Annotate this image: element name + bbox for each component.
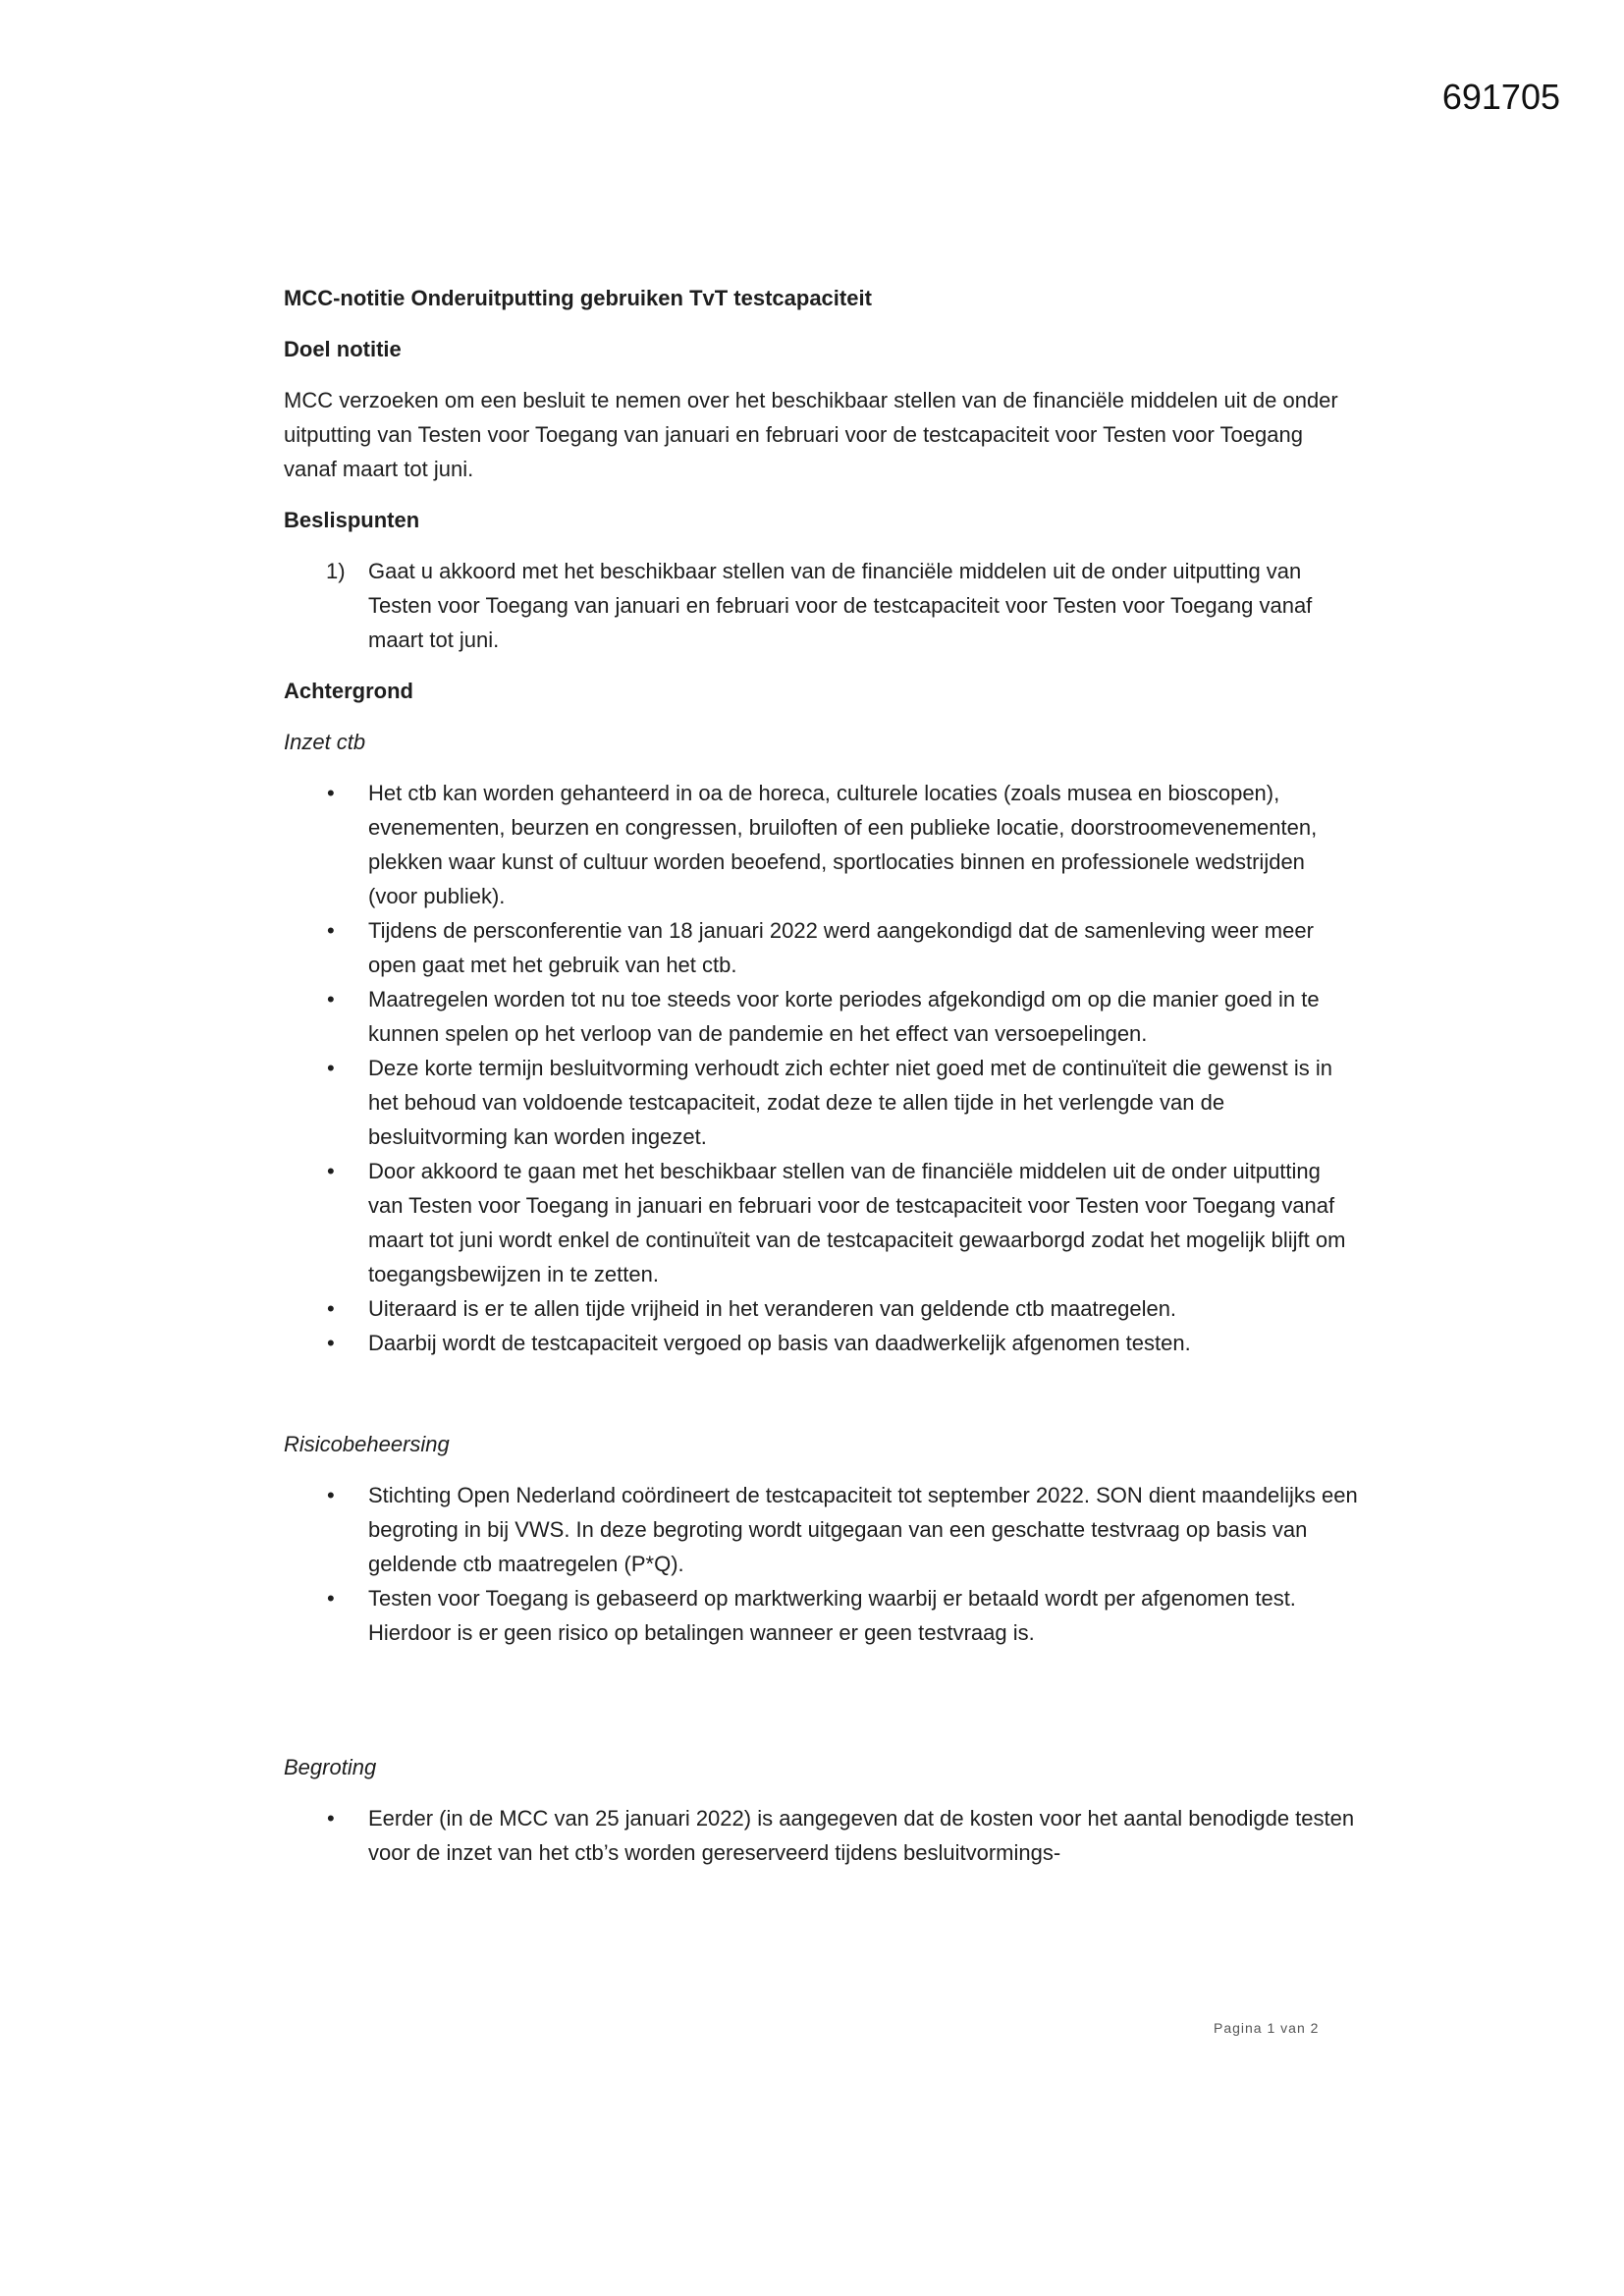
page-number: Pagina 1 van 2 <box>1214 2020 1320 2036</box>
list-item: • Eerder (in de MCC van 25 januari 2022) is aangegeven dat de kosten voor het aantal benodigde testen voor de inzet van het ctb’s worden gereserveerd tijdens besluitvormings- <box>284 1801 1359 1870</box>
document-title: MCC-notitie Onderuitputting gebruiken TvT testcapaciteit <box>284 286 872 310</box>
document-body <box>284 281 1359 1870</box>
risicobeheersing-subheading: Risicobeheersing <box>284 1432 450 1456</box>
begroting-list <box>284 1801 1359 1870</box>
list-item: • Door akkoord te gaan met het beschikbaar stellen van de financiële middelen uit de onder uitputting van Testen voor Toegang in januari en februari voor de testcapaciteit voor Testen voor Toegang vanaf maart tot juni wordt enkel de continuïteit van de testcapaciteit gewaarborgd zodat het mogelijk blijft om toegangsbewijzen in te zetten. <box>284 1154 1359 1291</box>
inzet-ctb-subheading: Inzet ctb <box>284 730 366 754</box>
list-item: • Maatregelen worden tot nu toe steeds voor korte periodes afgekondigd om op die manier goed in te kunnen spelen op het verloop van de pandemie en het effect van versoepelingen. <box>284 982 1359 1051</box>
spacer <box>284 1650 1359 1750</box>
inzet-ctb-list <box>284 776 1359 1360</box>
doel-text: MCC verzoeken om een besluit te nemen over het beschikbaar stellen van de financiële middelen uit de onder uitputting van Testen voor Toegang van januari en februari voor de testcapaciteit voor Testen voor Toegang vanaf maart tot juni. <box>284 388 1338 481</box>
beslispunt-item <box>284 554 1359 657</box>
beslispunten-heading: Beslispunten <box>284 508 420 532</box>
achtergrond-heading: Achtergrond <box>284 679 413 703</box>
risicobeheersing-list <box>284 1478 1359 1650</box>
document-id: 691705 <box>1441 77 1560 117</box>
list-item: • Deze korte termijn besluitvorming verhoudt zich echter niet goed met de continuïteit die gewenst is in het behoud van voldoende testcapaciteit, zodat deze te allen tijde in het verlengde van de besluitvorming kan worden ingezet. <box>284 1051 1359 1154</box>
list-item: • Testen voor Toegang is gebaseerd op marktwerking waarbij er betaald wordt per afgenomen test. Hierdoor is er geen risico op betalingen wanneer er geen testvraag is. <box>284 1581 1359 1650</box>
list-item: • Het ctb kan worden gehanteerd in oa de horeca, culturele locaties (zoals musea en bioscopen), evenementen, beurzen en congressen, bruiloften of een publieke locatie, doorstroomevenementen, plekken waar kunst of cultuur worden beoefend, sportlocaties binnen en professionele wedstrijden (voor publiek). <box>284 776 1359 913</box>
beslispunt-text: Gaat u akkoord met het beschikbaar stellen van de financiële middelen uit de onder uitputting van Testen voor Toegang van januari en februari voor de testcapaciteit voor Testen voor Toegang vanaf maart tot juni. <box>368 559 1313 652</box>
list-item: • Stichting Open Nederland coördineert de testcapaciteit tot september 2022. SON dient maandelijks een begroting in bij VWS. In deze begroting wordt uitgegaan van een geschatte testvraag op basis van geldende ctb maatregelen (P*Q). <box>284 1478 1359 1581</box>
spacer <box>284 1360 1359 1427</box>
list-item: • Tijdens de persconferentie van 18 januari 2022 werd aangekondigd dat de samenleving weer meer open gaat met het gebruik van het ctb. <box>284 913 1359 982</box>
list-item: • Uiteraard is er te allen tijde vrijheid in het veranderen van geldende ctb maatregelen. <box>284 1291 1359 1326</box>
beslispunten-list <box>284 554 1359 657</box>
begroting-subheading: Begroting <box>284 1755 377 1779</box>
doel-heading: Doel notitie <box>284 337 402 361</box>
list-item: • Daarbij wordt de testcapaciteit vergoed op basis van daadwerkelijk afgenomen testen. <box>284 1326 1359 1360</box>
beslispunt-number: 1) <box>326 559 346 583</box>
